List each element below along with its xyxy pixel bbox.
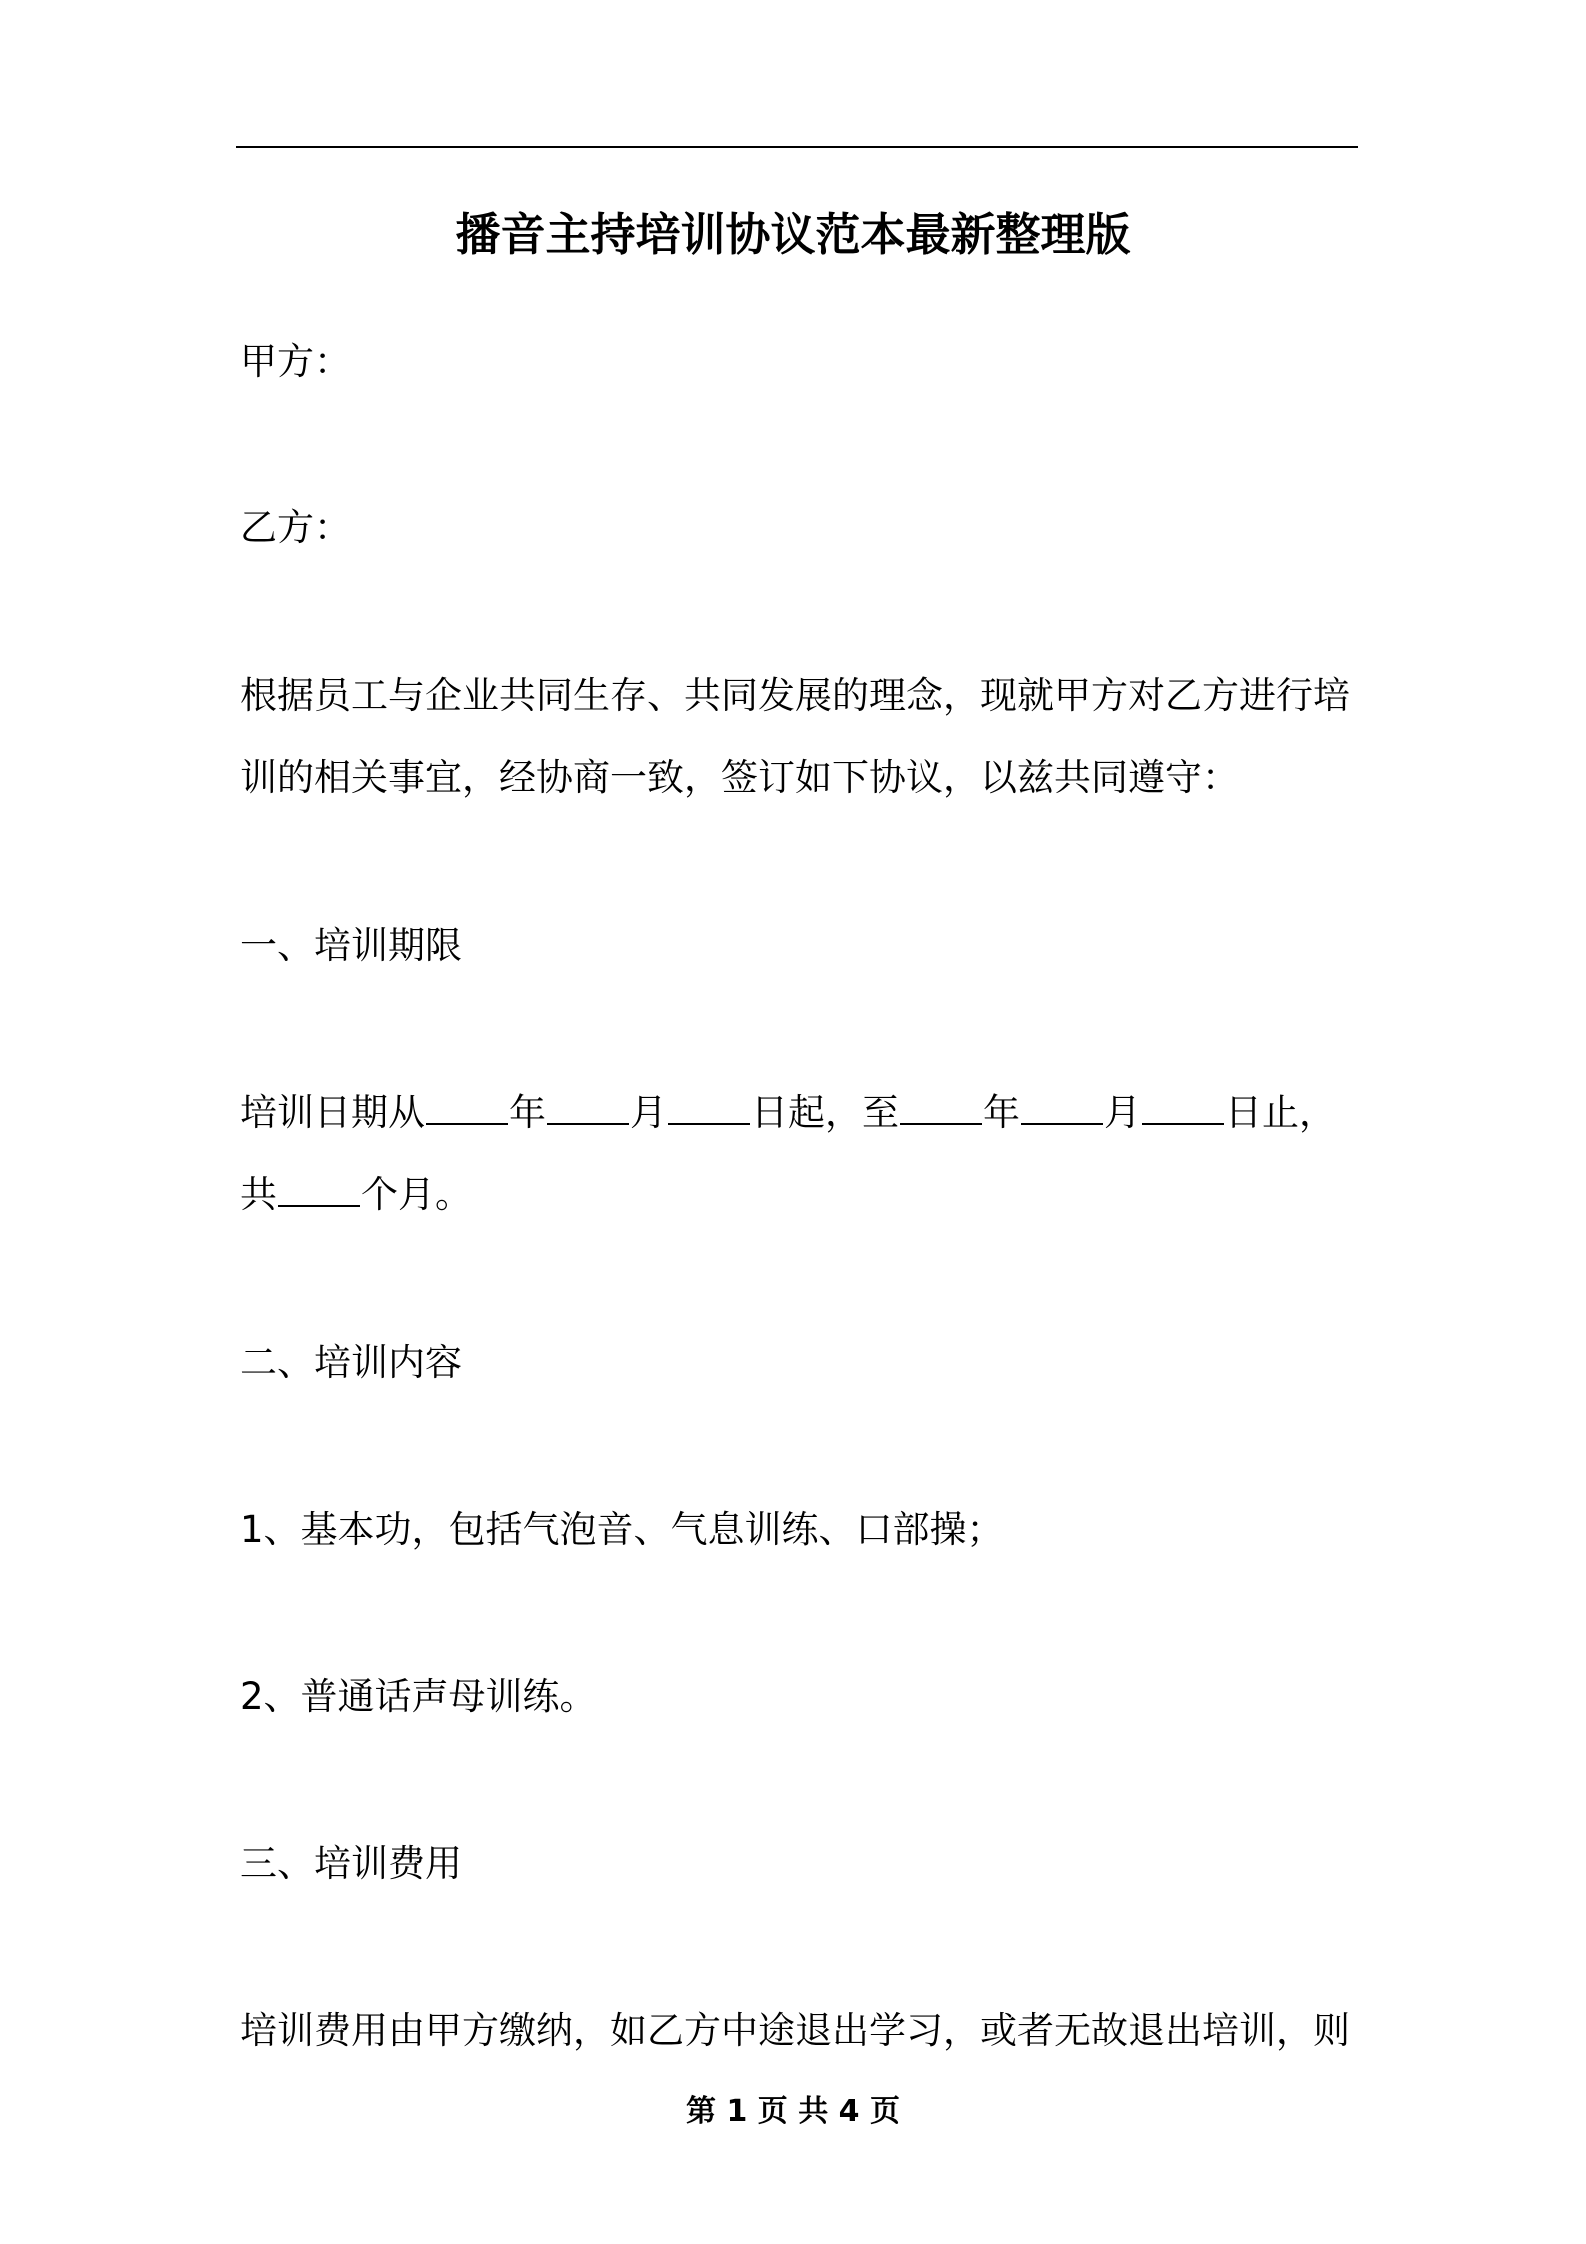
period-text-day-end: 日止，: [1225, 1091, 1336, 1134]
training-period-line-2: [240, 1167, 472, 1223]
training-period-line-1: [240, 1085, 1336, 1141]
content-item-2: 2、普通话声母训练。: [240, 1675, 597, 1718]
blank-end-day: [1142, 1089, 1224, 1125]
section-2-heading: 二、培训内容: [240, 1341, 462, 1384]
period-text-from: 培训日期从: [240, 1091, 425, 1134]
period-text-months: 个月。: [361, 1173, 472, 1216]
period-text-month: 月: [630, 1091, 667, 1134]
blank-start-day: [668, 1089, 750, 1125]
fee-paragraph-line-1: 培训费用由甲方缴纳，如乙方中途退出学习，或者无故退出培训，则: [240, 2009, 1350, 2052]
blank-start-month: [547, 1089, 629, 1125]
blank-total-months: [278, 1171, 360, 1207]
section-1-heading: 一、培训期限: [240, 924, 462, 967]
section-3-heading: 三、培训费用: [240, 1842, 462, 1885]
party-b-label: 乙方：: [240, 506, 351, 549]
blank-start-year: [426, 1089, 508, 1125]
document-title: 播音主持培训协议范本最新整理版: [455, 208, 1131, 261]
party-a-label: 甲方：: [240, 340, 351, 383]
period-text-year: 年: [509, 1091, 546, 1134]
blank-end-month: [1021, 1089, 1103, 1125]
header-rule: [236, 146, 1358, 148]
content-item-1: 1、基本功，包括气泡音、气息训练、口部操；: [240, 1508, 1004, 1551]
page-number-footer: 第 1 页 共 4 页: [686, 2094, 900, 2129]
period-text-day-to: 日起，至: [751, 1091, 899, 1134]
intro-paragraph-line-2: 训的相关事宜，经协商一致，签订如下协议，以兹共同遵守：: [240, 756, 1239, 799]
intro-paragraph-line-1: 根据员工与企业共同生存、共同发展的理念，现就甲方对乙方进行培: [240, 674, 1350, 717]
period-text-year-2: 年: [983, 1091, 1020, 1134]
period-text-month-2: 月: [1104, 1091, 1141, 1134]
blank-end-year: [900, 1089, 982, 1125]
period-text-total: 共: [240, 1173, 277, 1216]
